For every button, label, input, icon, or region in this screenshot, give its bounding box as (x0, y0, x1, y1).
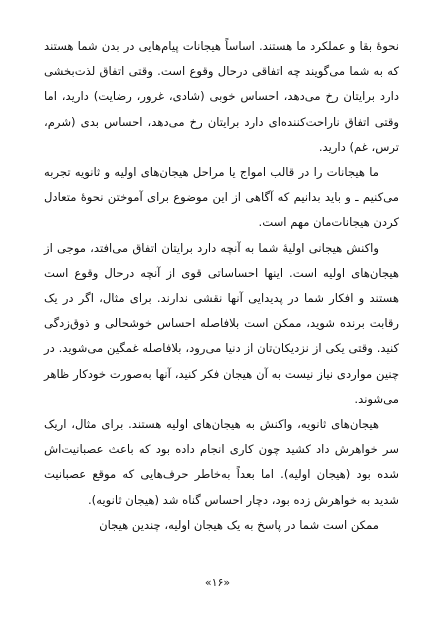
paragraph-1: نحوهٔ بقا و عملکرد ما هستند. اساساً هیجانات پیام‌هایی در بدن شما هستند که به شما می‌گویند چه اتفاقی درحال وقوع است. وقتی اتفاق لذت‌بخشی دارد برایتان رخ می‌دهد، احساس خوبی (شادی، غرور، رضایت) دارید، اما وقتی اتفاق ناراحت‌کننده‌ای دارد برایتان رخ می‌دهد، احساس بدی (شرم، ترس، غم) دارید. (44, 39, 399, 154)
page-number: «۱۶» (204, 576, 231, 589)
paragraph-4: هیجان‌های ثانویه، واکنش به هیجان‌های اولیه هستند. برای مثال، اریک سر خواهرش داد کشید چون کاری انجام داده بود که باعث عصبانیت‌اش شده بود (هیجان اولیه). اما بعداً به‌خاطر حرف‌هایی که موقع عصبانیت شدید به خواهرش زده بود، دچار احساس گناه شد (هیجان ثانویه). (44, 417, 399, 507)
paragraph-2: ما هیجانات را در قالب امواج یا مراحل هیجان‌های اولیه و ثانویه تجربه می‌کنیم ـ و باید بدانیم که آگاهی از این موضوع برای آموختن نحوهٔ متعادل کردن هیجانات‌مان مهم است. (44, 165, 399, 230)
paragraph-5: ممکن است شما در پاسخ به یک هیجان اولیه، چندین هیجان (99, 517, 379, 532)
paragraph-3: واکنش هیجانی اولیهٔ شما به آنچه دارد برایتان اتفاق می‌افتد، موجی از هیجان‌های اولیه است. اینها احساساتی قوی از آنچه درحال وقوع است هستند و افکار شما در پدیدایی آنها نقشی ندارند. برای مثال، اگر در یک رقابت برنده شوید، ممکن است بلافاصله احساس خوشحالی و ذوق‌زدگی کنید. وقتی یکی از نزدیکان‌تان از دنیا می‌رود، بلافاصله غمگین می‌شوید. در چنین مواردی نیاز نیست به آن هیجان فکر کنید، آنها به‌صورت خودکار ظاهر می‌شوند. (44, 240, 399, 406)
body-text (44, 34, 399, 538)
